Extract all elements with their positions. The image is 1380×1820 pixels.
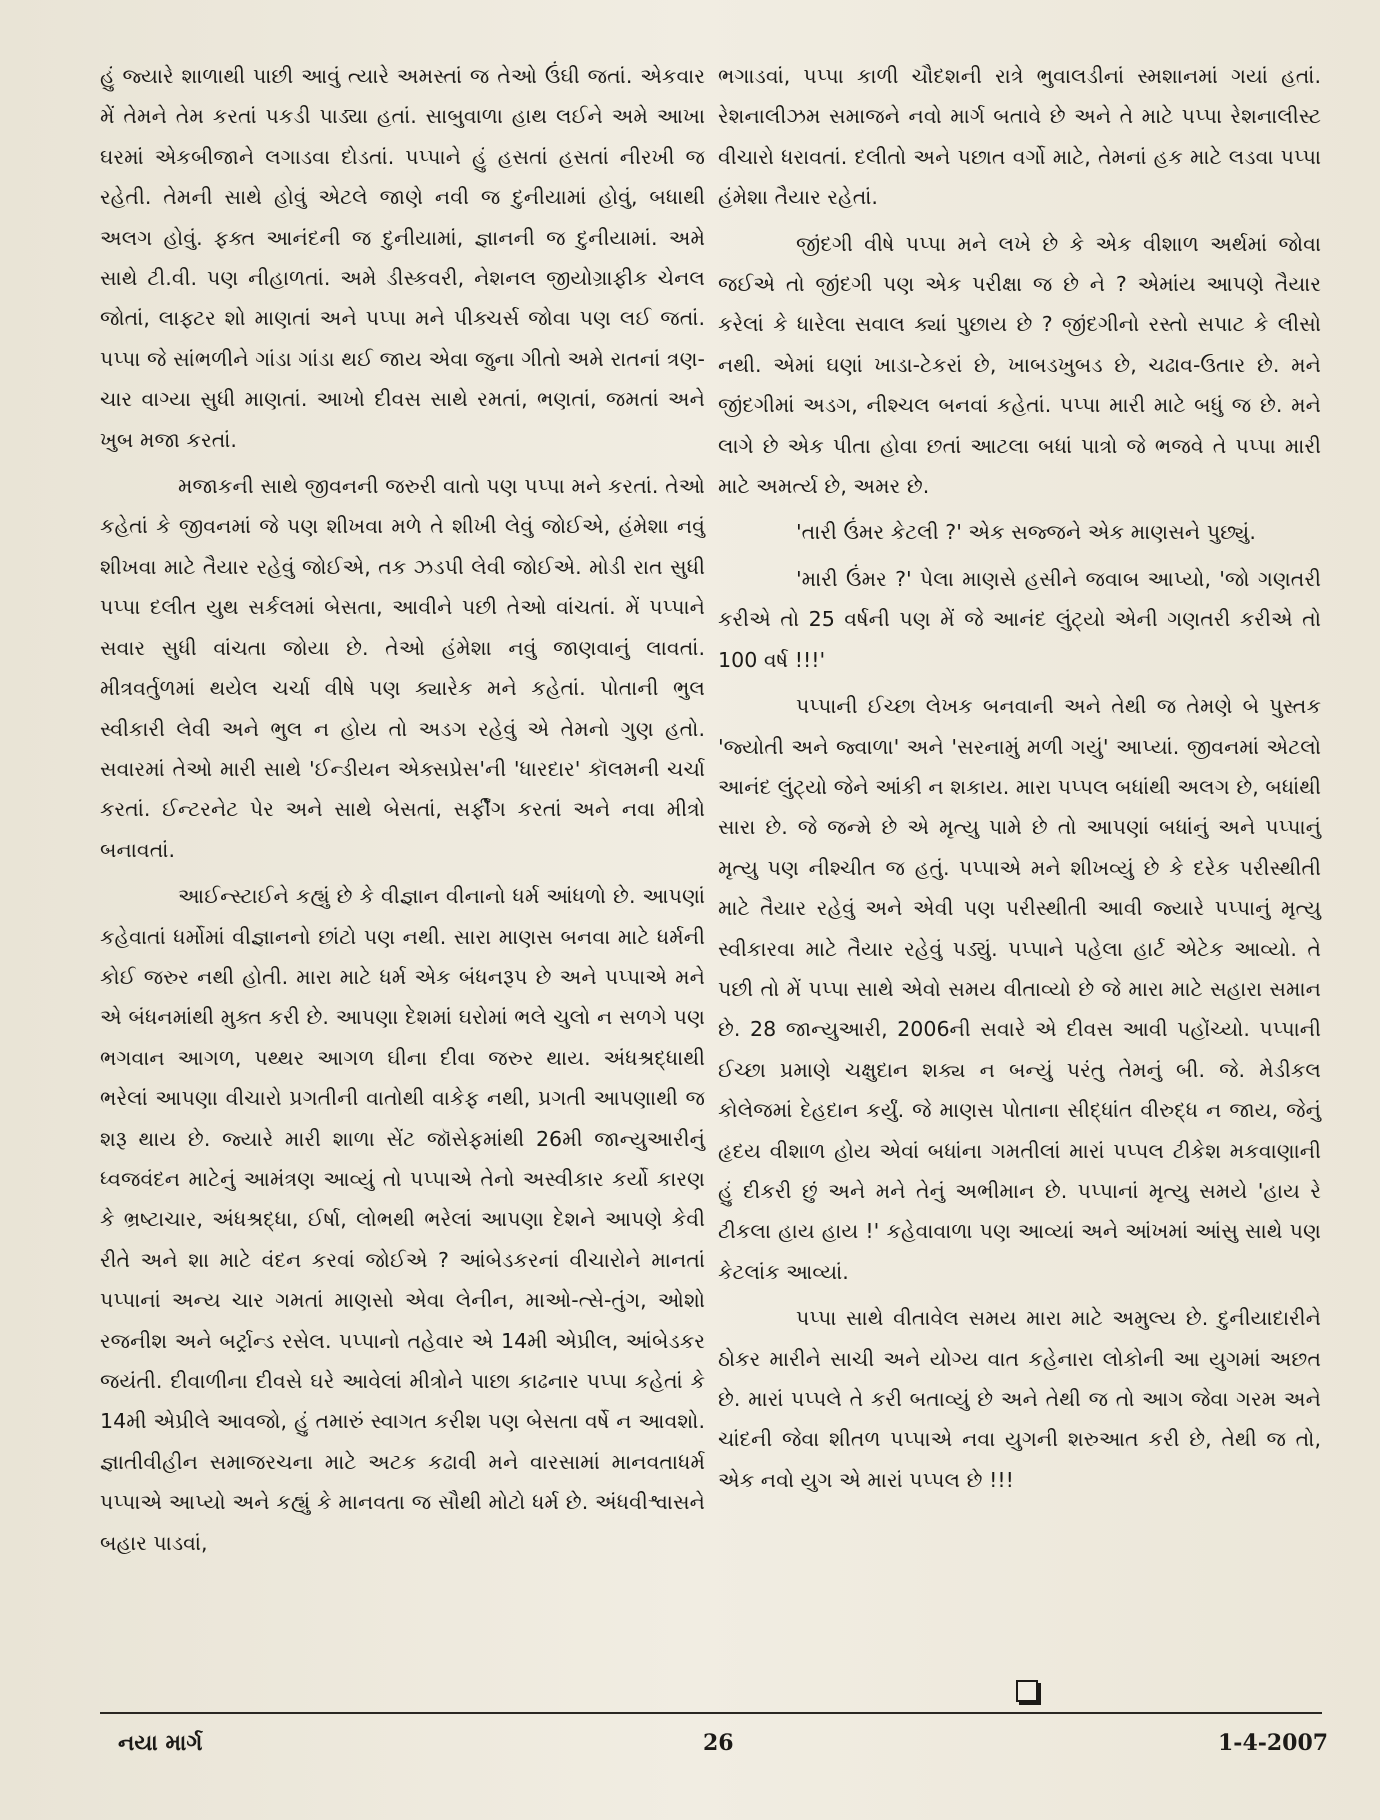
paragraph: હું જ્યારે શાળાથી પાછી આવું ત્યારે અમસ્તાં જ તેઓ ઉંઘી જતાં. એકવાર મેં તેમને તેમ કરતાં પકડી પાડ્યા હતાં. સાબુવાળા હાથ લઈને અમે આખા ઘરમાં એકબીજાને લગાડવા દોડતાં. પપ્પાને હું હસતાં હસતાં નીરખી જ રહેતી. તેમની સાથે હોવું એટલે જાણે નવી જ દુનીયામાં હોવું, બધાથી અલગ હોવું. ફક્ત આનંદની જ દુનીયામાં, જ્ઞાનની જ દુનીયામાં. અમે સાથે ટી.વી. પણ નીહાળતાં. અમે ડીસ્કવરી, નેશનલ જીયોગ્રાફીક ચેનલ જોતાં, લાફ્ટર શો માણતાં અને પપ્પા મને પીક્ચર્સ જોવા પણ લઈ જતાં. પપ્પા જે સાંભળીને ગાંડા ગાંડા થઈ જાય એવા જુના ગીતો અમે રાતનાં ત્રણ-ચાર વાગ્યા સુધી માણતાં. આખો દીવસ સાથે રમતાં, ભણતાં, જમતાં અને ખુબ મજા કરતાં. <box>100 64 705 452</box>
paragraph: આઈન્સ્ટાઈને કહ્યું છે કે વીજ્ઞાન વીનાનો ધર્મ આંધળો છે. આપણાં કહેવાતાં ધર્મોમાં વીજ્ઞાનનો છાંટો પણ નથી. સારા માણસ બનવા માટે ધર્મની કોઈ જરુર નથી હોતી. મારા માટે ધર્મ એક બંધનરૂપ છે અને પપ્પાએ મને એ બંધનમાંથી મુક્ત કરી છે. આપણા દેશમાં ઘરોમાં ભલે ચુલો ન સળગે પણ ભગવાન આગળ, પથ્થર આગળ ઘીના દીવા જરુર થાય. અંધશ્રદ્ધાથી ભરેલાં આપણા વીચારો પ્રગતીની વાતોથી વાકેફ નથી, પ્રગતી આપણાથી જ શરૂ થાય છે. જ્યારે મારી શાળા સેંટ જૉસેફમાંથી 26મી જાન્યુઆરીનું ધ્વજવંદન માટેનું આમંત્રણ આવ્યું તો પપ્પાએ તેનો અસ્વીકાર કર્યો કારણ કે ભ્રષ્ટાચાર, અંધશ્રદ્ધા, ઈર્ષા, લોભથી ભરેલાં આપણા દેશને આપણે કેવી રીતે અને શા માટે વંદન કરવાં જોઈએ ? આંબેડકરનાં વીચારોને માનતાં પપ્પાનાં અન્ય ચાર ગમતાં માણસો એવા લેનીન, માઓ-ત્સે-તુંગ, ઓશો રજનીશ અને બર્ટ્રાન્ડ રસેલ. પપ્પાનો તહેવાર એ 14મી એપ્રીલ, આંબેડકર જયંતી. દીવાળીના દીવસે ઘરે આવેલાં મીત્રોને પાછા કાઢનાર પપ્પા કહેતાં કે 14મી એપ્રીલે આવજો, હું તમારું સ્વાગત કરીશ પણ બેસતા વર્ષે ન આવશો. જ્ઞાતીવીહીન સમાજરચના માટે અટક કઢાવી મને વારસામાં માનવતાધર્મ પપ્પાએ આપ્યો અને કહ્યું કે માનવતા જ સૌથી મોટો ધર્મ છે. અંધવીશ્વાસને બહાર પાડવાં, <box>100 884 705 1555</box>
paragraph: ભગાડવાં, પપ્પા કાળી ચૌદશની રાત્રે ભુવાલડીનાં સ્મશાનમાં ગયાં હતાં. રેશનાલીઝમ સમાજને નવો માર્ગ બતાવે છે અને તે માટે પપ્પા રેશનાલીસ્ટ વીચારો ધરાવતાં. દલીતો અને પછાત વર્ગો માટે, તેમનાં હક માટે લડવા પપ્પા હંમેશા તૈયાર રહેતાં. <box>718 64 1321 210</box>
right-column <box>718 56 1321 1500</box>
footer-rule <box>100 1712 1322 1714</box>
paragraph: જીંદગી વીષે પપ્પા મને લખે છે કે એક વીશાળ અર્થમાં જોવા જઈએ તો જીંદગી પણ એક પરીક્ષા જ છે ને ? એમાંય આપણે તૈયાર કરેલાં કે ધારેલા સવાલ ક્યાં પુછાય છે ? જીંદગીનો રસ્તો સપાટ કે લીસો નથી. એમાં ઘણાં ખાડા-ટેકરાં છે, ખાબડખુબડ છે, ચઢાવ-ઉતાર છે. મને જીંદગીમાં અડગ, નીશ્ચલ બનવાં કહેતાં. પપ્પા મારી માટે બધું જ છે. મને લાગે છે એક પીતા હોવા છતાં આટલા બધાં પાત્રો જે ભજવે તે પપ્પા મારી માટે અમર્ત્ય છે, અમર છે. <box>718 231 1321 499</box>
page-number: 26 <box>703 1730 734 1756</box>
paragraph: પપ્પા સાથે વીતાવેલ સમય મારા માટે અમુલ્ય છે. દુનીયાદારીને ઠોકર મારીને સાચી અને યોગ્ય વાત કહેનારા લોકોની આ યુગમાં અછત છે. મારાં પપ્પલે તે કરી બતાવ્યું છે અને તેથી જ તો આગ જેવા ગરમ અને ચાંદની જેવા શીતળ પપ્પાએ નવા યુગની શરુઆત કરી છે, તેથી જ તો, એક નવો યુગ એ મારાં પપ્પલ છે !!! <box>718 1306 1321 1492</box>
paragraph: મજાકની સાથે જીવનની જરુરી વાતો પણ પપ્પા મને કરતાં. તેઓ કહેતાં કે જીવનમાં જે પણ શીખવા મળે તે શીખી લેવું જોઈએ, હંમેશા નવું શીખવા માટે તૈયાર રહેવું જોઈએ, તક ઝડપી લેવી જોઈએ. મોડી રાત સુધી પપ્પા દલીત યુથ સર્કલમાં બેસતા, આવીને પછી તેઓ વાંચતાં. મેં પપ્પાને સવાર સુધી વાંચતા જોયા છે. તેઓ હંમેશા નવું જાણવાનું લાવતાં. મીત્રવર્તુળમાં થયેલ ચર્ચા વીષે પણ ક્યારેક મને કહેતાં. પોતાની ભુલ સ્વીકારી લેવી અને ભુલ ન હોય તો અડગ રહેવું એ તેમનો ગુણ હતો. સવારમાં તેઓ મારી સાથે 'ઈન્ડીયન એક્સપ્રેસ'ની 'ધારદાર' કૉલમની ચર્ચા કરતાં. ઈન્ટરનેટ પેર અને સાથે બેસતાં, સર્ફીંગ કરતાં અને નવા મીત્રો બનાવતાં. <box>100 474 705 862</box>
paragraph: પપ્પાની ઈચ્છા લેખક બનવાની અને તેથી જ તેમણે બે પુસ્તક 'જ્યોતી અને જ્વાળા' અને 'સરનામું મળી ગયું' આપ્યાં. જીવનમાં એટલો આનંદ લુંટ્યો જેને આંકી ન શકાય. મારા પપ્પલ બધાંથી અલગ છે, બધાંથી સારા છે. જે જન્મે છે એ મૃત્યુ પામે છે તો આપણાં બધાંનું અને પપ્પાનું મૃત્યુ પણ નીશ્ચીત જ હતું. પપ્પાએ મને શીખવ્યું છે કે દરેક પરીસ્થીતી માટે તૈયાર રહેવું અને એવી પણ પરીસ્થીતી આવી જ્યારે પપ્પાનું મૃત્યુ સ્વીકારવા માટે તૈયાર રહેવું પડ્યું. પપ્પાને પહેલા હાર્ટ એટેક આવ્યો. તે પછી તો મેં પપ્પા સાથે એવો સમય વીતાવ્યો છે જે મારા માટે સહારા સમાન છે. 28 જાન્યુઆરી, 2006ની સવારે એ દીવસ આવી પહોંચ્યો. પપ્પાની ઈચ્છા પ્રમાણે ચક્ષુદાન શક્ય ન બન્યું પરંતુ તેમનું બી. જે. મેડીકલ કોલેજમાં દેહદાન કર્યું. જે માણસ પોતાના સીદ્ધાંત વીરુદ્ધ ન જાય, જેનું હૃદય વીશાળ હોય એવાં બધાંના ગમતીલાં મારાં પપ્પલ ટીકેશ મકવાણાની હું દીકરી છું અને મને તેનું અભીમાન છે. પપ્પાનાં મૃત્યુ સમયે 'હાય રે ટીકલા હાય હાય !' કહેવાવાળા પણ આવ્યાં અને આંખમાં આંસુ સાથે પણ કેટલાંક આવ્યાં. <box>718 694 1321 1284</box>
publication-name: નયા માર્ગ <box>118 1730 203 1756</box>
paragraph: 'તારી ઉંમર કેટલી ?' એક સજ્જને એક માણસને પુછ્યું. <box>796 520 1256 545</box>
left-column <box>100 56 705 1563</box>
paragraph: 'મારી ઉંમર ?' પેલા માણસે હસીને જવાબ આપ્યો, 'જો ગણતરી કરીએ તો 25 વર્ષની પણ મેં જે આનંદ લુંટ્યો એની ગણતરી કરીએ તો 100 વર્ષ !!!' <box>718 566 1321 672</box>
issue-date: 1-4-2007 <box>1218 1730 1329 1756</box>
end-of-article-square-icon <box>1016 1680 1038 1702</box>
